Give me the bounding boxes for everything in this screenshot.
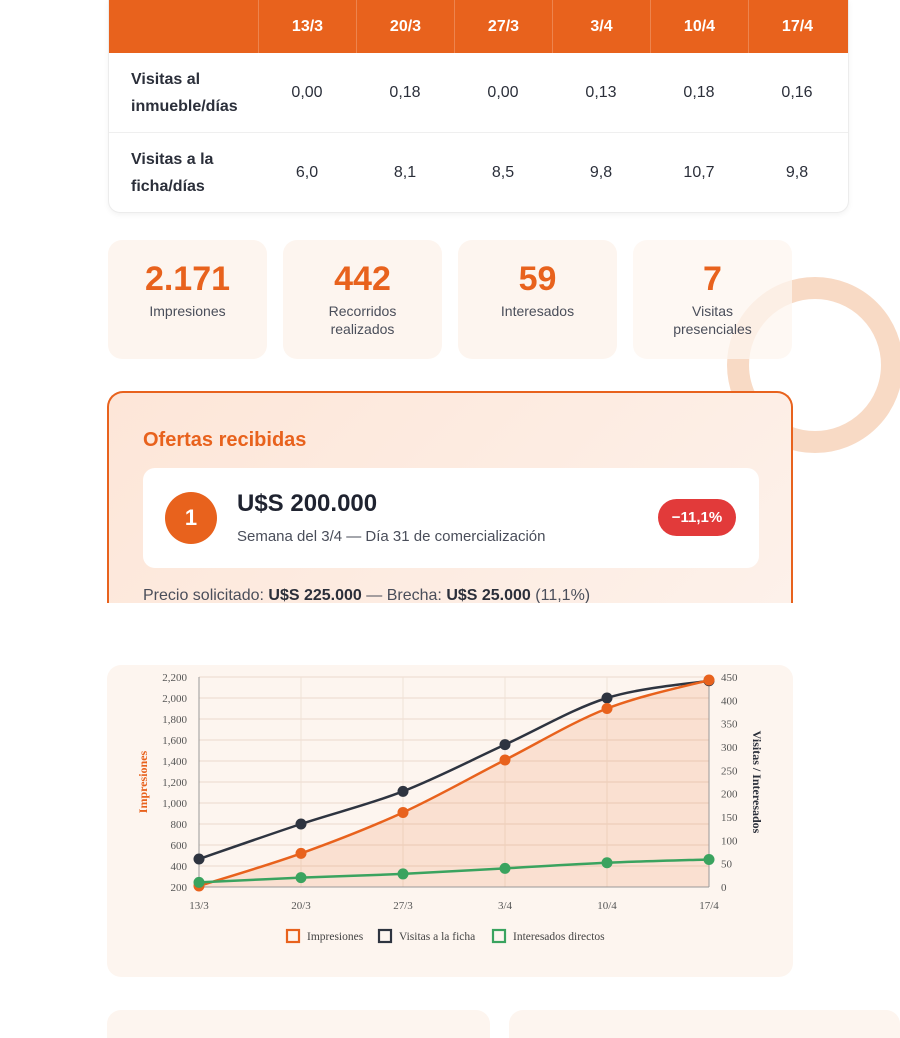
- stat-value: 59: [518, 260, 557, 298]
- offer-card[interactable]: [143, 468, 759, 568]
- row-label: Visitas al inmueble/días: [131, 70, 238, 115]
- offers-panel: [107, 391, 793, 603]
- bottom-card-right: [509, 1010, 900, 1038]
- stat-value: 442: [334, 260, 391, 298]
- offers-title: Ofertas recibidas: [143, 429, 307, 451]
- data-point: [296, 872, 307, 883]
- table-header-empty: [109, 0, 258, 53]
- y-right-tick-label: 350: [721, 718, 738, 731]
- data-point: [500, 754, 511, 765]
- stat-label: Recorridos realizados: [328, 303, 397, 337]
- series-area: [199, 680, 709, 887]
- data-point: [602, 693, 613, 704]
- x-tick-label: 17/4: [699, 900, 719, 912]
- stat-value: 7: [703, 260, 722, 298]
- table-cell: 0,16: [781, 83, 813, 101]
- table-header-cell: 10/4: [650, 0, 748, 53]
- offers-footer: [143, 587, 590, 603]
- data-point: [602, 857, 613, 868]
- data-point: [398, 868, 409, 879]
- stat-card-impresiones: [108, 240, 267, 359]
- stat-card-recorridos: [283, 240, 442, 359]
- gap-label: — Brecha:: [366, 587, 442, 603]
- table-cell: 0,18: [389, 83, 421, 101]
- data-point: [500, 739, 511, 750]
- y-right-tick-label: 150: [721, 812, 738, 824]
- stat-card-interesados: [458, 240, 617, 359]
- y-left-tick-label: 1,800: [162, 714, 187, 726]
- gap-percent: (11,1%): [535, 587, 591, 603]
- chart-area: [199, 680, 709, 887]
- y-left-tick-label: 600: [170, 840, 187, 852]
- table-cell: 0,00: [487, 83, 519, 101]
- offer-subtitle: Semana del 3/4 — Día 31 de comercialización: [237, 528, 546, 545]
- data-point: [602, 703, 613, 714]
- gap-amount: U$S 25.000: [446, 587, 531, 603]
- table-cell: 9,8: [785, 164, 809, 181]
- y-right-tick-label: 100: [721, 835, 738, 848]
- offer-discount-badge: −11,1%: [658, 499, 736, 536]
- stat-label: Interesados: [500, 303, 575, 319]
- asking-price-label: Precio solicitado:: [143, 587, 264, 603]
- legend-label: Impresiones: [307, 931, 364, 943]
- y-right-tick-label: 0: [721, 882, 727, 894]
- y-right-tick-label: 50: [721, 858, 732, 871]
- table-row: [109, 133, 848, 213]
- data-point: [194, 877, 205, 888]
- y-left-tick-label: 1,600: [162, 735, 187, 747]
- legend-swatch: [287, 930, 299, 942]
- asking-price: U$S 225.000: [268, 587, 362, 603]
- offer-number-badge: 1: [165, 492, 217, 544]
- row-label: Visitas a la ficha/días: [131, 151, 214, 195]
- bottom-card-left: [107, 1010, 490, 1038]
- table-header-cell: 3/4: [552, 0, 650, 53]
- y-left-tick-label: 2,000: [162, 693, 187, 705]
- y-right-tick-label: 200: [721, 788, 738, 801]
- offer-amount: U$S 200.000: [237, 490, 378, 517]
- evolution-chart-card: [107, 665, 793, 977]
- table-cell: 8,5: [491, 164, 515, 181]
- y-left-tick-label: 400: [170, 861, 187, 873]
- y-left-tick-label: 800: [170, 819, 187, 831]
- table-header: [109, 0, 848, 53]
- legend-label: Visitas a la ficha: [399, 931, 476, 943]
- table-cell: 8,1: [393, 164, 417, 181]
- y-left-tick-label: 1,400: [162, 756, 187, 768]
- table-cell: 0,00: [291, 83, 323, 101]
- y-right-tick-label: 300: [721, 742, 738, 754]
- data-point: [296, 848, 307, 859]
- x-tick-label: 27/3: [393, 900, 413, 912]
- table-cell: 0,13: [585, 83, 617, 101]
- data-point: [704, 854, 715, 865]
- legend-swatch: [493, 930, 505, 942]
- legend-swatch: [379, 930, 391, 942]
- y-left-tick-label: 1,000: [162, 798, 187, 810]
- stat-label: Visitas presenciales: [673, 303, 752, 337]
- table-header-cell: 17/4: [748, 0, 846, 53]
- y-left-tick-label: 200: [170, 882, 187, 894]
- stat-label: Impresiones: [149, 303, 226, 319]
- stat-value: 2.171: [144, 260, 231, 298]
- data-point: [398, 786, 409, 797]
- y-right-tick-label: 400: [721, 695, 738, 708]
- data-point: [500, 863, 511, 874]
- table-cell: 9,8: [589, 164, 613, 181]
- evolution-chart: [107, 665, 793, 977]
- x-tick-label: 10/4: [597, 900, 617, 912]
- data-point: [398, 807, 409, 818]
- x-tick-label: 20/3: [291, 900, 311, 912]
- table-cell: 10,7: [683, 164, 715, 181]
- data-point: [296, 819, 307, 830]
- y-right-tick-label: 250: [721, 765, 738, 778]
- table-row: [109, 53, 848, 133]
- data-point: [194, 854, 205, 865]
- stat-card-visitas: [633, 240, 792, 359]
- chart-legend: [287, 930, 605, 943]
- y-right-tick-label: 450: [721, 672, 738, 684]
- y-right-axis-title: Visitas / Interesados: [750, 730, 764, 834]
- table-cell: 6,0: [295, 164, 319, 181]
- table-header-cell: 27/3: [454, 0, 552, 53]
- x-tick-label: 3/4: [497, 900, 513, 912]
- x-tick-label: 13/3: [189, 900, 209, 912]
- y-left-tick-label: 2,200: [162, 672, 187, 684]
- data-point: [704, 675, 715, 686]
- table-cell: 0,18: [683, 83, 715, 101]
- y-left-axis-title: Impresiones: [136, 750, 150, 814]
- legend-label: Interesados directos: [513, 931, 605, 943]
- weekly-metrics-table: [108, 0, 849, 213]
- table-header-cell: 13/3: [258, 0, 356, 53]
- table-header-cell: 20/3: [356, 0, 454, 53]
- y-left-tick-label: 1,200: [162, 777, 187, 789]
